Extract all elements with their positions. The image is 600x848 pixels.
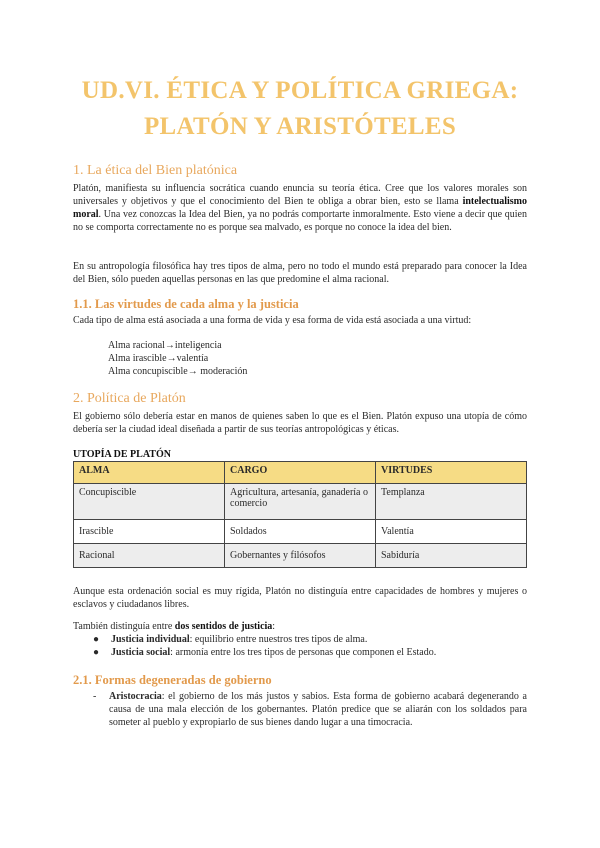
table-cell: Sabiduría: [376, 544, 527, 568]
dash-marker: -: [93, 691, 97, 702]
table-row: [74, 520, 527, 544]
bullet-item: [93, 647, 436, 658]
justice-intro-text-a: También distinguía entre: [73, 621, 175, 632]
dash-item-body: [109, 690, 527, 729]
bullet-text: : armonía entre los tres tipos de personas que componen el Estado.: [170, 647, 437, 658]
bullet-term: Justicia social: [111, 647, 171, 658]
dash-item-text: : el gobierno de los más justos y sabios. Esta forma de gobierno acabará degenerando a causa de una mala elección de los gobernantes. Platón predice que se aliarán con los soldados para someter al pueblo y expropiarlo de sus bienes dando lugar a una timocracia.: [109, 691, 527, 728]
soul-item: Alma irascible→valentía: [108, 353, 209, 364]
section-1-paragraph-1: [73, 182, 527, 234]
section-1-1-heading: 1.1. Las virtudes de cada alma y la justicia: [73, 297, 299, 311]
p1-text-b: . Una vez conozcas la Idea del Bien, ya no podrás comportarte inmoralmente. Esto viene a decir que quien no se comporta correctamente no es porque sea malvado, es porque no conoce la idea del bien.: [73, 209, 527, 233]
justice-intro-text-b: :: [272, 621, 276, 632]
table-header-cell: ALMA: [74, 462, 225, 484]
table-header-cell: CARGO: [225, 462, 376, 484]
section-1-1-paragraph: Cada tipo de alma está asociada a una forma de vida y esa forma de vida está asociada a una virtud:: [73, 315, 472, 326]
bullet-dot-icon: ●: [93, 647, 100, 658]
table-cell: Valentía: [376, 520, 527, 544]
table-cell: Templanza: [376, 484, 527, 520]
section-1-heading: 1. La ética del Bien platónica: [73, 163, 238, 178]
dash-item-term: Aristocracia: [109, 691, 162, 702]
table-cell: Irascible: [74, 520, 225, 544]
table-header-cell: VIRTUDES: [376, 462, 527, 484]
table-header-row: [74, 462, 527, 484]
table-row: [74, 484, 527, 520]
bullet-text: : equilibrio entre nuestros tres tipos de alma.: [189, 634, 368, 645]
table-cell: Racional: [74, 544, 225, 568]
section-2-paragraph: El gobierno sólo debería estar en manos de quienes saben lo que es el Bien. Platón expuso una utopía de cómo debería ser la ciudad ideal diseñada a partir de sus teorías antropológicas y éticas.: [73, 411, 527, 435]
p1-bold-term: intelectualismo moral: [73, 196, 527, 220]
table-cell: Soldados: [225, 520, 376, 544]
document-title-line-1: UD.VI. ÉTICA Y POLÍTICA GRIEGA:: [81, 77, 519, 104]
section-2-1-heading: 2.1. Formas degeneradas de gobierno: [73, 673, 272, 687]
document-title-line-2: PLATÓN Y ARISTÓTELES: [143, 113, 457, 140]
justice-intro: [73, 620, 527, 633]
utopia-table: [73, 461, 527, 568]
p1-text-a: Platón, manifiesta su influencia socrática cuando enuncia su teoría ética. Cree que los valores morales son universales y objetivos y que el conocimiento del Bien te obliga a obrar bien, esto se llama: [73, 183, 527, 207]
soul-item: Alma concupiscible→ moderación: [108, 366, 248, 377]
bullet-dot-icon: ●: [93, 634, 100, 645]
table-title: UTOPÍA DE PLATÓN: [73, 449, 171, 460]
justice-intro-bold: dos sentidos de justicia: [174, 621, 273, 632]
soul-item: Alma racional→inteligencia: [108, 340, 222, 351]
table-cell: Agricultura, artesanía, ganadería o comercio: [225, 484, 376, 520]
table-cell: Gobernantes y filósofos: [225, 544, 376, 568]
section-2-paragraph-after-table: Aunque esta ordenación social es muy rígida, Platón no distinguía entre capacidades de hombres y mujeres o esclavos y ciudadanos libres.: [73, 586, 527, 610]
table-row: [74, 544, 527, 568]
dash-list-item: [93, 690, 527, 729]
section-1-paragraph-2: En su antropología filosófica hay tres tipos de alma, pero no todo el mundo está preparado para conocer la Idea del Bien, sólo pueden aquellas personas en las que predomine el alma racional.: [73, 261, 527, 285]
table-cell: Concupiscible: [74, 484, 225, 520]
bullet-term: Justicia individual: [111, 634, 190, 645]
section-2-heading: 2. Política de Platón: [73, 391, 186, 406]
bullet-item: [93, 634, 367, 645]
